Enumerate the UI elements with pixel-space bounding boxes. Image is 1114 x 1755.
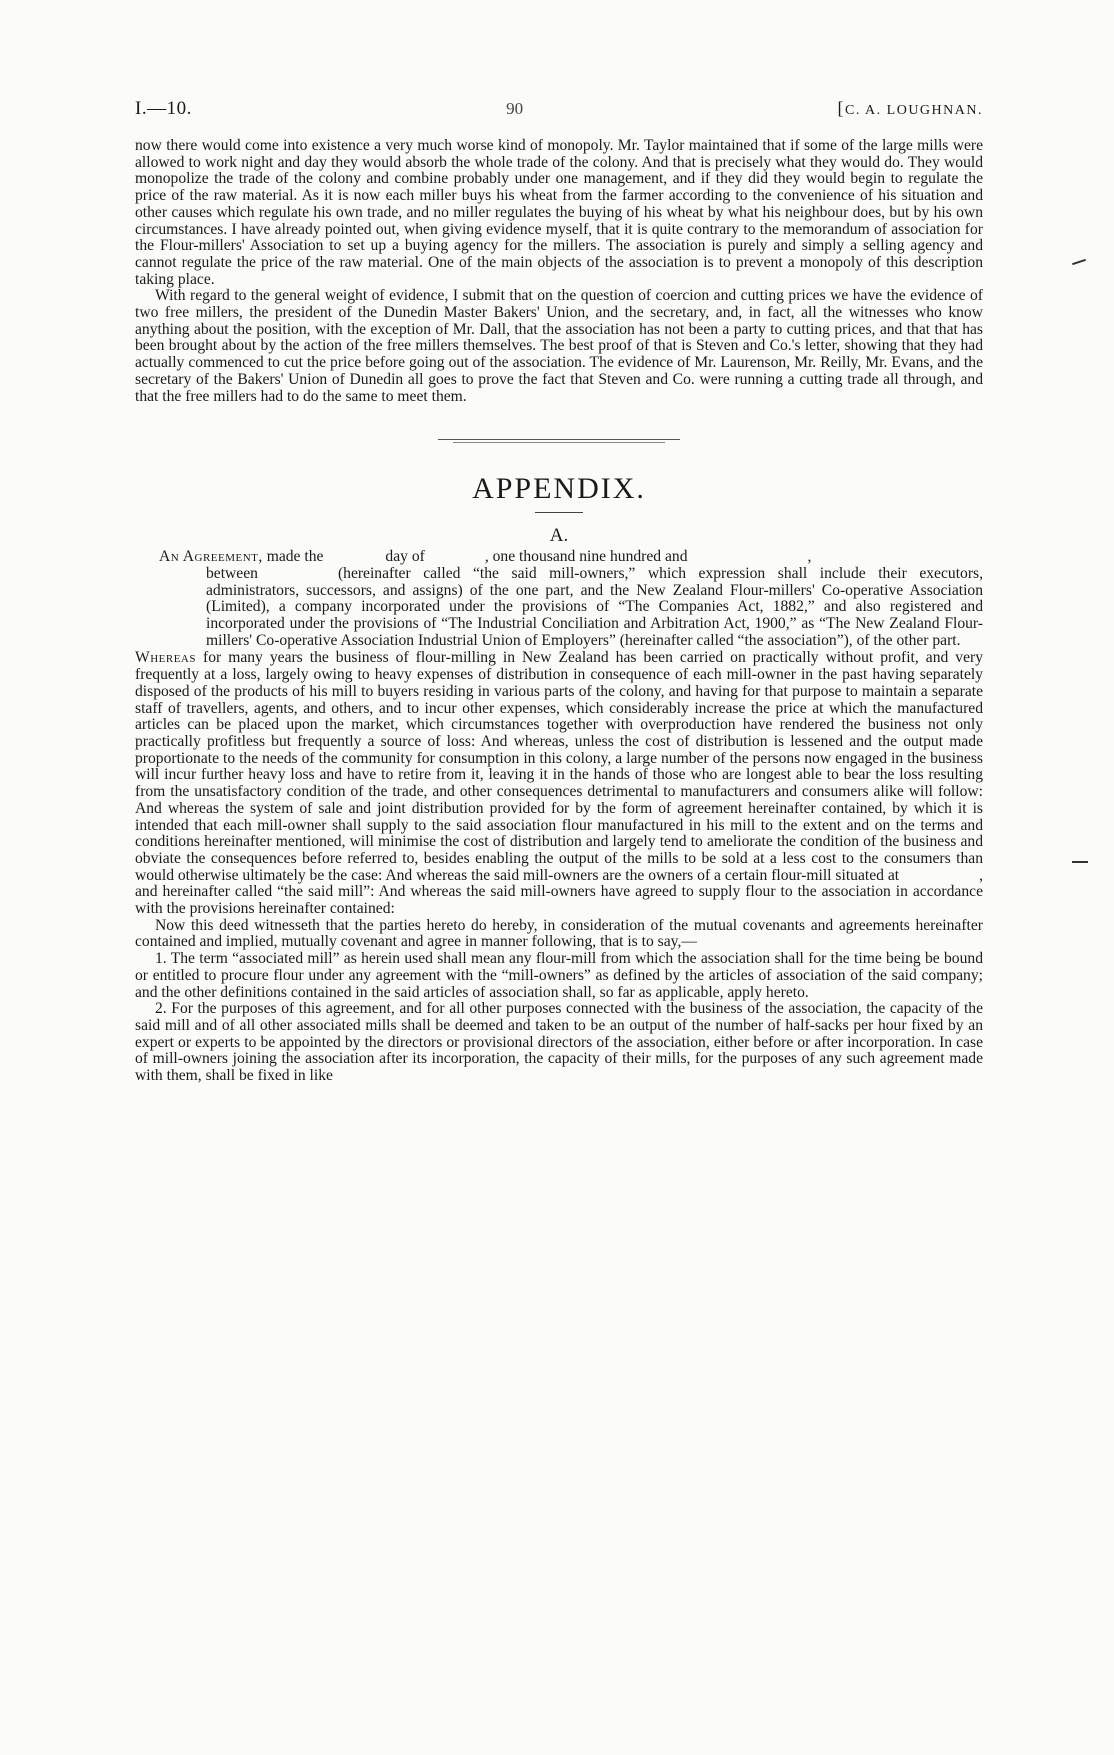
agreement-first-line: An Agreement, made the day of , one thousand nine hundred and , [159, 548, 812, 566]
body-paragraph: With regard to the general weight of evidence, I submit that on the question of coercion and cutting prices we have the evidence of two free millers, the president of the Dunedin Master Bakers' Union, and the secretary, and, in fact, all the witnesses who know anything about the position, with the exception of Mr. Dall, that the association has not been a party to cutting prices, and that that has been brought about by the action of the free millers themselves. The best proof of that is Steven and Co.'s letter, showing that they had actually commenced to cut the price before going out of the association. The evidence of Mr. Laurenson, Mr. Reilly, Mr. Evans, and the secretary of the Bakers' Union of Dunedin all goes to prove the fact that Steven and Co. were running a cutting trade all through, and that the free millers had to do the same to meet them. [135, 287, 983, 405]
title-rule [535, 512, 583, 513]
margin-mark [1072, 861, 1088, 863]
speaker-name: [C. A. LOUGHNAN. [837, 98, 983, 118]
section-divider [438, 439, 680, 440]
witnesseth-paragraph: Now this deed witnesseth that the parties hereto do hereby, in consideration of the mutual covenants and agreements hereinafter contained and implied, mutually covenant and agree in manner following, that is to say,— [135, 916, 983, 951]
agreement-parties: between (hereinafter called “the said mill-owners,” which expression shall include their executors, administrators, successors, and assigns) of the one part, and the New Zealand Flour-millers' Co-operative Association (Limited), a company incorporated under the provisions of “The Companies Act, 1882,” and also registered and incorporated under the provisions of “The Industrial Conciliation and Arbitration Act, 1900,” as “The New Zealand Flour-millers' Co-operative Association Industrial Union of Employers” (hereinafter called “the association”), of the other part. [206, 564, 983, 649]
appendix-subtitle: A. [549, 525, 569, 547]
clause-2: 2. For the purposes of this agreement, and for all other purposes connected with the business of the association, the capacity of the said mill and of all other associated mills shall be deemed and taken to be an output of the number of half-sacks per hour fixed by an expert or experts to be appointed by the directors or provisional directors of the association, either before or after incorporation. In case of mill-owners joining the association after its incorporation, the capacity of their mills, for the purposes of any such agreement made with them, shall be fixed in like [135, 1000, 983, 1085]
clause-1: 1. The term “associated mill” as herein used shall mean any flour-mill from which the association shall for the time being be bound or entitled to procure flour under any agreement with the “mill-owners” as defined by the articles of association of the said company; and the other definitions contained in the said articles of association shall, so far as applicable, apply hereto. [135, 950, 983, 1001]
page-header [135, 98, 983, 138]
appendix-title: APPENDIX. [472, 472, 646, 506]
page-number: 90 [506, 99, 524, 118]
bracket-mark: [ [837, 98, 845, 118]
agreement-lead: An Agreement, [159, 548, 263, 566]
document-page [135, 98, 983, 1085]
paper-reference: I.—10. [135, 98, 192, 119]
body-paragraph: now there would come into existence a very much worse kind of monopoly. Mr. Taylor maintained that if some of the large mills were allowed to work night and day they would absorb the whole trade of the colony. And that is precisely what they would do. They would monopolize the trade of the colony and combine probably under one management, and if they did they would begin to regulate the price of the raw material. As it is now each miller buys his wheat from the farmer according to the convenience of his situation and other causes which regulate his own trade, and no miller regulates the buying of his wheat by what his neighbour does, but by his own circumstances. I have already pointed out, when giving evidence myself, that it is quite contrary to the memorandum of association for the Flour-millers' Association to set up a buying agency for the millers. The association is purely and simply a selling agency and cannot regulate the price of the raw material. One of the main objects of the association is to prevent a monopoly of this description taking place. [135, 137, 983, 288]
agreement-preamble [135, 549, 983, 649]
whereas-recital: Whereas for many years the business of flour-milling in New Zealand has been carried on practically without profit, and very frequently at a loss, largely owing to heavy expenses of distribution in consequence of each mill-owner in the past having separately disposed of the products of his mill to buyers residing in various parts of the colony, and having for that purpose to maintain a separate staff of travellers, agents, and others, and to incur other expenses, which considerably increase the price at which the manufactured articles can be placed upon the market, which circumstances together with overproduction have rendered the business not only practically profitless but frequently a source of loss: And whereas, unless the cost of distribution is lessened and the output made proportionate to the needs of the community for consumption in this colony, a large number of the persons now engaged in the business will incur further heavy loss and have to retire from it, leaving it in the hands of those who are longest able to bear the loss resulting from the unsatisfactory condition of the trade, and other consequences detrimental to manufacturers and consumers alike will follow: And whereas the system of sale and joint distribution provided for by the form of agreement hereinafter contained, by which it is intended that each mill-owner shall supply to the said association flour manufactured in his mill to the extent and on the terms and conditions hereinafter mentioned, will minimise the cost of distribution and largely tend to ameliorate the condition of the business and obviate the consequences before referred to, besides enabling the output of the mills to be sold at a less cost to the consumers than would otherwise ultimately be the case: And whereas the said mill-owners are the owners of a certain flour-mill situated at , and hereinafter called “the said mill”: And whereas the said mill-owners have agreed to supply flour to the association in accordance with the provisions hereinafter contained: [135, 649, 984, 918]
margin-mark [1072, 259, 1086, 265]
whereas-lead: Whereas [135, 649, 196, 667]
